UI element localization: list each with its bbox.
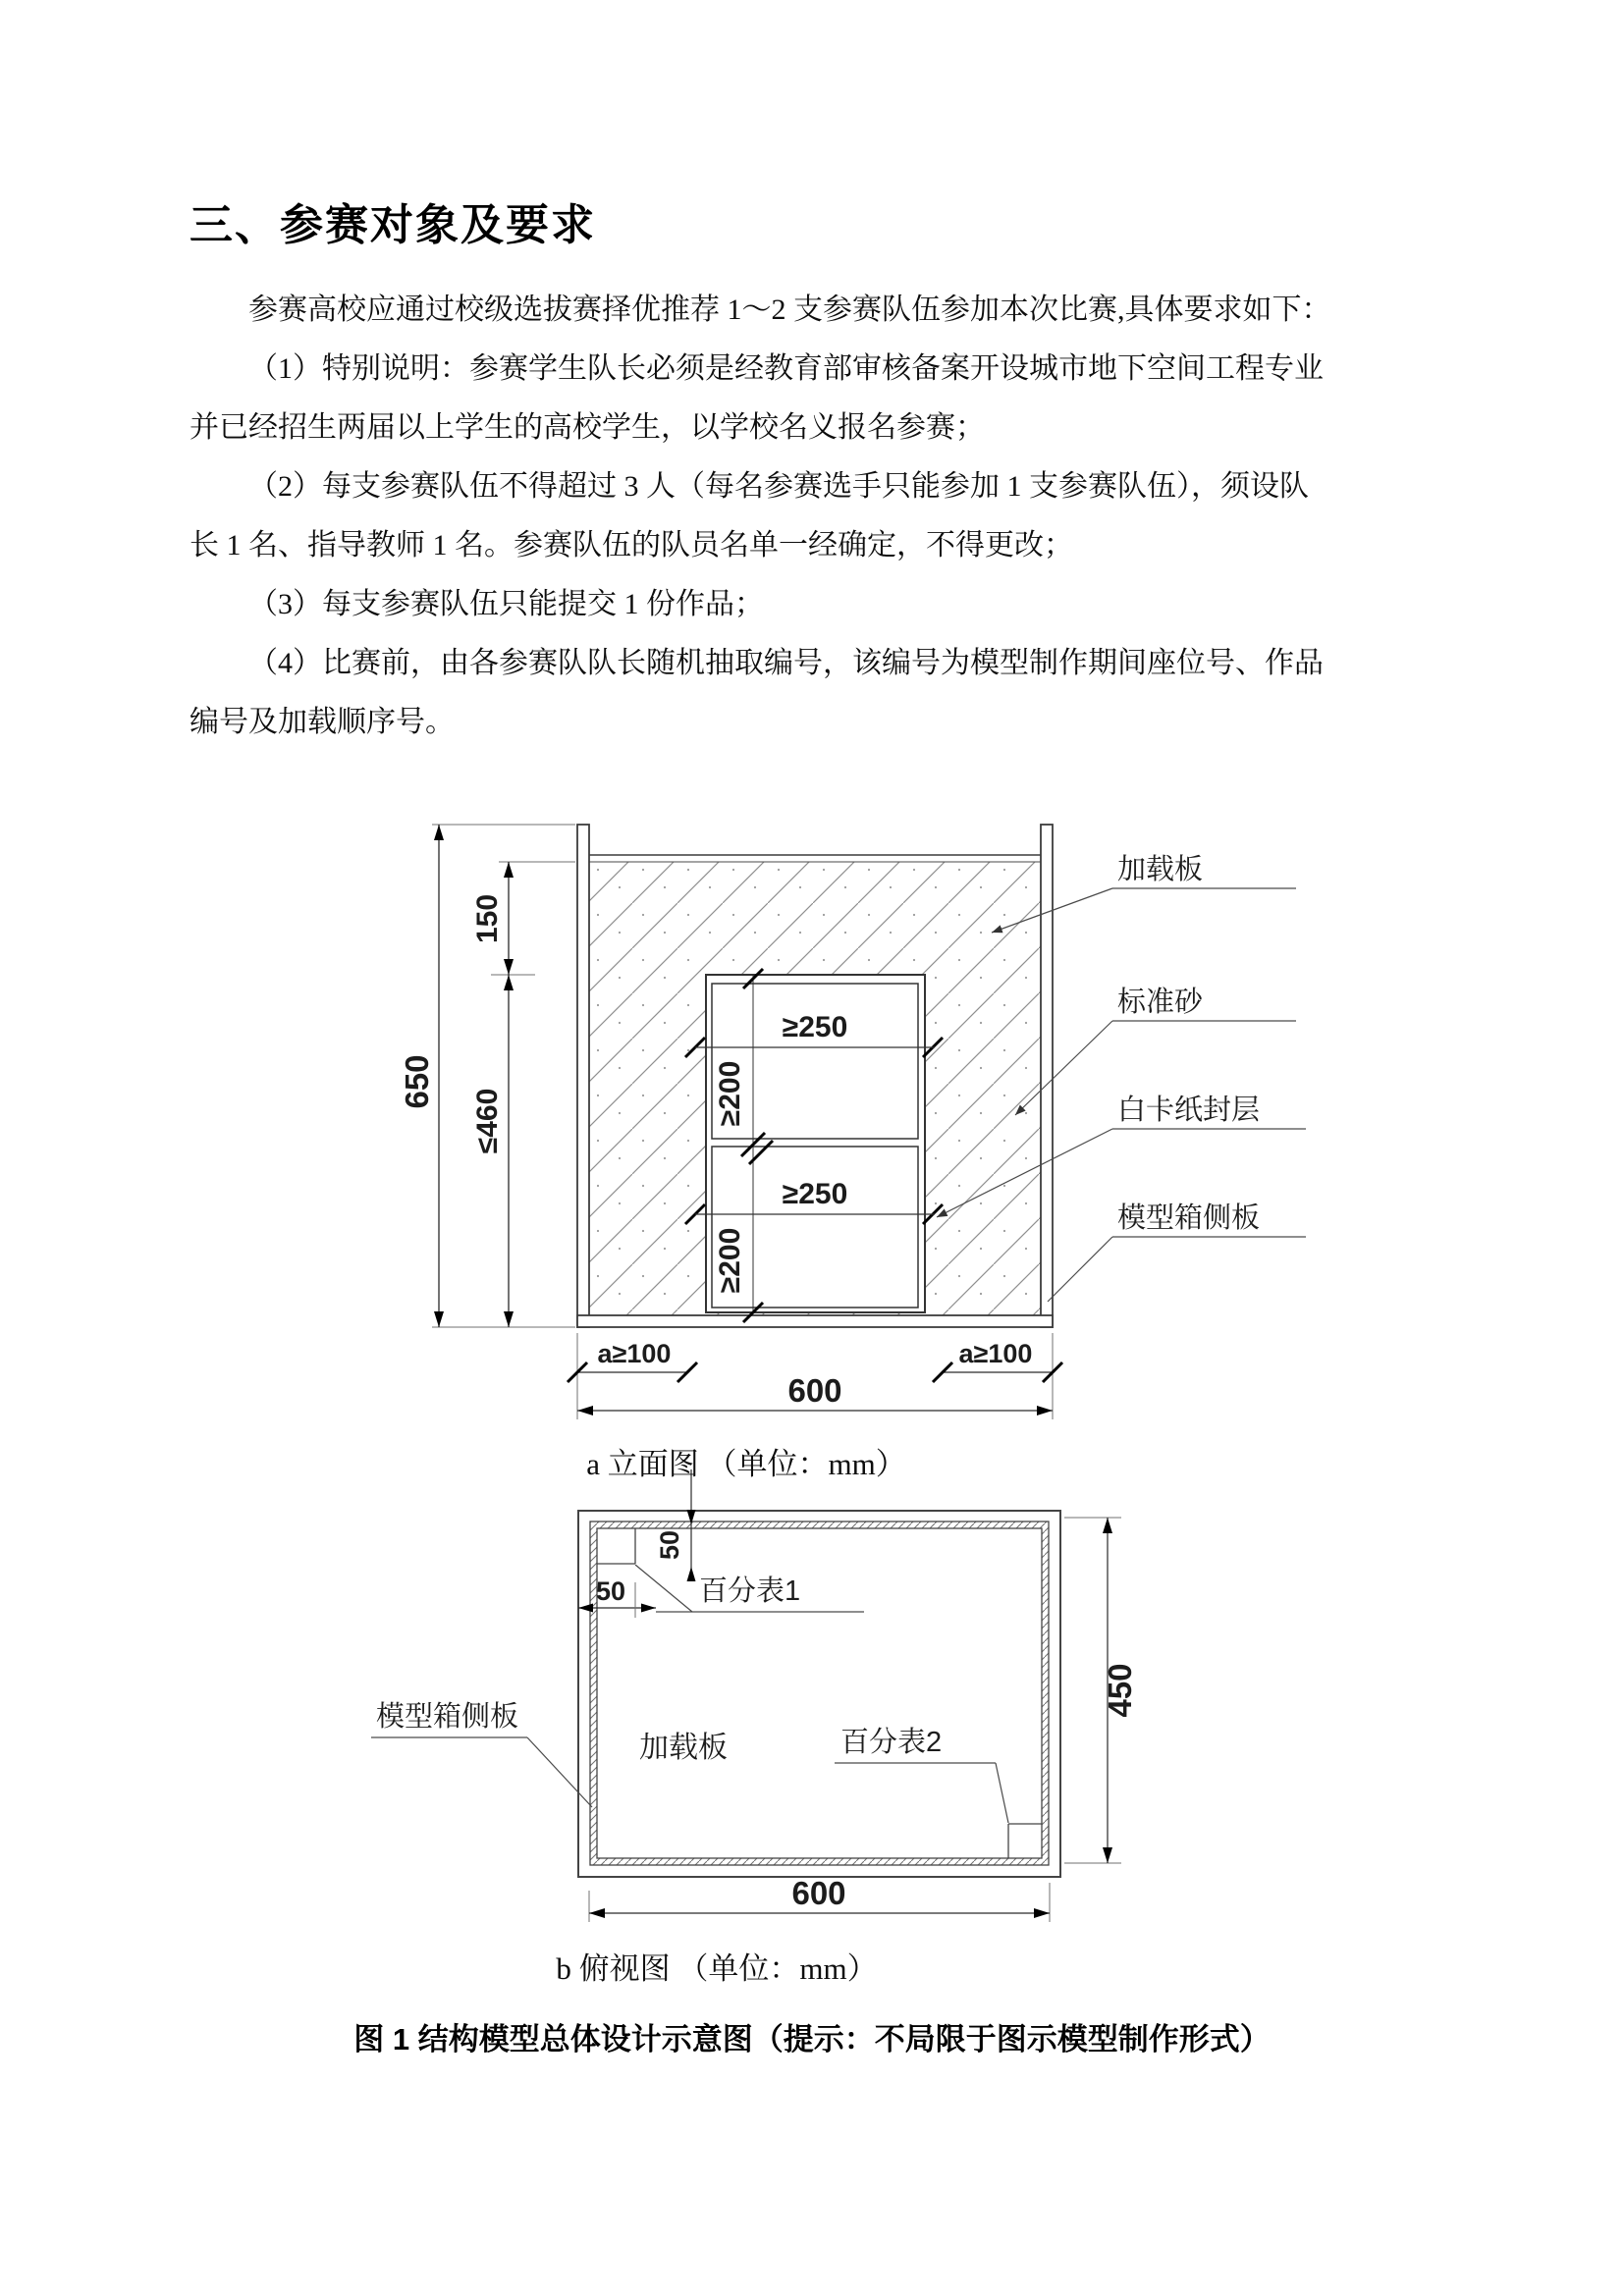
plan-diagram: [363, 1463, 1306, 1934]
plan-width-dim: [589, 1875, 1050, 1922]
label-plan-loading-plate: 加载板: [639, 1732, 728, 1764]
label-dial-gauge-2: 百分表2: [840, 1727, 943, 1758]
dim-gauge-offset-h: 50: [595, 1576, 626, 1606]
dim-buried-depth: ≤460: [471, 1088, 504, 1154]
label-white-card-seal: 白卡纸封层: [1117, 1095, 1261, 1126]
body-text-line: （4）比赛前，由各参赛队队长随机抽取编号，该编号为模型制作期间座位号、作品: [248, 647, 1324, 679]
dim-tunnel-height-lower: ≥200: [714, 1227, 746, 1294]
body-text-line: （2）每支参赛队伍不得超过 3 人（每名参赛选手只能参加 1 支参赛队伍），须设队: [248, 470, 1309, 503]
body-text-line: 长 1 名、指导教师 1 名。参赛队伍的队员名单一经确定，不得更改；: [189, 529, 1073, 561]
text-block: [189, 194, 1436, 752]
body-text-line: （3）每支参赛队伍只能提交 1 份作品；: [248, 588, 764, 620]
dim-overall-width: 600: [787, 1372, 842, 1409]
dim-tunnel-height-upper: ≥200: [714, 1060, 746, 1127]
body-text-line: 并已经招生两届以上学生的高校学生，以学校名义报名参赛；: [189, 411, 985, 444]
left-dimensions: [399, 825, 575, 1327]
dim-side-clearance-left: a≥100: [597, 1339, 672, 1368]
body-text-line: 编号及加载顺序号。: [189, 706, 455, 738]
dim-gauge-offset-v: 50: [655, 1529, 684, 1561]
bottom-dimensions: [568, 1333, 1062, 1419]
label-dial-gauge-1: 百分表1: [699, 1575, 801, 1607]
figure-caption: 图 1 结构模型总体设计示意图（提示：不局限于图示模型制作形式）: [353, 2022, 1271, 2056]
dim-tunnel-width-upper: ≥250: [782, 1011, 848, 1043]
label-standard-sand: 标准砂: [1117, 987, 1204, 1018]
label-plan-box-side-plate: 模型箱侧板: [376, 1701, 519, 1733]
body-text-line: （1）特别说明：参赛学生队长必须是经教育部审核备案开设城市地下空间工程专业: [248, 352, 1324, 385]
bottom-plate: [577, 1315, 1053, 1327]
plan-depth-dim: [1064, 1518, 1138, 1863]
label-box-side-plate: 模型箱侧板: [1117, 1202, 1261, 1234]
dim-overall-height: 650: [399, 1054, 435, 1109]
plan-box: [578, 1511, 1060, 1877]
model-structure: [685, 969, 943, 1322]
dim-side-clearance-right: a≥100: [958, 1339, 1033, 1368]
right-side-plate: [1041, 825, 1053, 1327]
dim-tunnel-width-lower: ≥250: [782, 1178, 848, 1210]
plan-caption: b 俯视图 （单位：mm）: [556, 1951, 878, 1986]
elevation-caption: a 立面图 （单位：mm）: [586, 1447, 906, 1481]
dim-plan-depth: 450: [1102, 1663, 1138, 1718]
dim-plan-width: 600: [791, 1875, 846, 1911]
elevation-diagram: [373, 805, 1306, 1492]
section-heading: 三、参赛对象及要求: [189, 201, 596, 249]
label-loading-plate: 加载板: [1117, 854, 1204, 885]
left-side-plate: [577, 825, 589, 1327]
body-text-line: 参赛高校应通过校级选拔赛择优推荐 1～2 支参赛队伍参加本次比赛,具体要求如下：: [248, 294, 1331, 326]
dim-sand-cover: 150: [471, 893, 504, 944]
